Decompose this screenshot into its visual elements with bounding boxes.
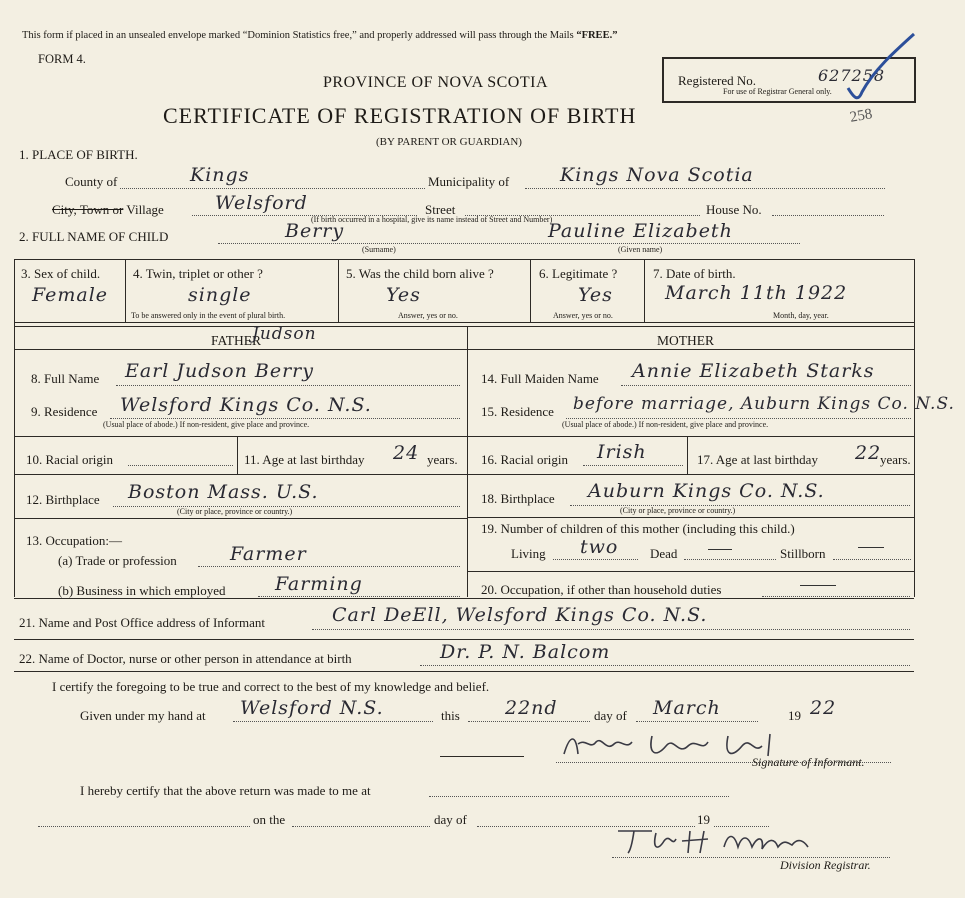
page-title: CERTIFICATE OF REGISTRATION OF BIRTH — [163, 103, 637, 128]
father-age-divider — [237, 436, 238, 474]
mother-heading: MOTHER — [657, 333, 714, 348]
mother-residence-rule — [467, 436, 914, 437]
father-residence-note: (Usual place of abode.) If non-resident, give place and province. — [103, 420, 310, 429]
father-heading-rule — [14, 349, 467, 350]
mother-occupation-line — [762, 596, 910, 597]
mother-age-label: 17. Age at last birthday — [697, 452, 818, 467]
living-value: two — [580, 536, 619, 558]
mother-racial-value: Irish — [597, 441, 647, 463]
mother-residence-line — [566, 418, 911, 419]
informant-value: Carl DeEll, Welsford Kings Co. N.S. — [332, 604, 708, 626]
given-caption: (Given name) — [618, 245, 663, 254]
month-value: March — [653, 697, 721, 719]
short-signature-rule — [440, 756, 524, 757]
parents-divider — [467, 326, 468, 597]
father-residence-value: Welsford Kings Co. N.S. — [120, 394, 372, 416]
child-name-line — [218, 243, 800, 244]
village-value: Welsford — [215, 192, 308, 214]
mother-age-divider — [687, 436, 688, 474]
twin-value: single — [188, 284, 252, 306]
mother-racial-line — [583, 465, 683, 466]
given-label: Given under my hand at — [80, 708, 206, 723]
children-count-rule — [467, 571, 914, 572]
father-age-value: 24 — [393, 442, 420, 464]
stillborn-line — [833, 559, 911, 560]
surname-caption: (Surname) — [362, 245, 396, 254]
municipality-label: Municipality of — [428, 174, 510, 189]
given-place-line — [233, 721, 433, 722]
mother-birthplace-note: (City or place, province or country.) — [620, 506, 736, 515]
registrar-check-mark — [840, 30, 920, 105]
legitimate-note: Answer, yes or no. — [553, 311, 613, 320]
municipality-line — [525, 188, 885, 189]
city-label: City, Town or — [52, 202, 124, 217]
twin-label: 4. Twin, triplet or other ? — [133, 266, 263, 281]
business-line — [258, 596, 460, 597]
registrar-place-line-2 — [38, 826, 250, 827]
twin-note: To be answered only in the event of plural birth. — [131, 311, 286, 320]
registrar-year-prefix: 19 — [697, 812, 710, 827]
street-label: Street — [425, 202, 456, 217]
registrar-day-of-label: day of — [434, 812, 467, 827]
county-line — [120, 188, 425, 189]
legitimate-value: Yes — [578, 284, 613, 306]
business-label: (b) Business in which employed — [58, 583, 226, 598]
dead-dash — [708, 549, 732, 550]
mother-birthplace-label: 18. Birthplace — [481, 491, 555, 506]
dead-label: Dead — [650, 546, 678, 561]
subtitle: (BY PARENT OR GUARDIAN) — [376, 136, 522, 148]
trade-label: (a) Trade or profession — [58, 553, 177, 568]
father-name-label: 8. Full Name — [31, 371, 100, 386]
birth-date-note: Month, day, year. — [773, 311, 829, 320]
mother-name-value: Annie Elizabeth Starks — [632, 360, 875, 382]
house-line — [772, 215, 884, 216]
right-border — [914, 259, 915, 597]
informant-line — [312, 629, 910, 630]
place-section-label: 1. PLACE OF BIRTH. — [19, 147, 138, 162]
village-label: Village — [126, 202, 164, 217]
father-heading-annotation: Judson — [252, 324, 317, 344]
informant-label: 21. Name and Post Office address of Informant — [19, 615, 265, 630]
registrar-day-line — [292, 826, 430, 827]
village-label-group — [52, 202, 164, 218]
business-value: Farming — [275, 573, 363, 595]
father-age-label: 11. Age at last birthday — [244, 452, 365, 467]
county-label: County of — [65, 174, 118, 189]
father-name-line — [116, 385, 460, 386]
mother-residence-value: before marriage, Auburn Kings Co. N.S. — [573, 394, 955, 414]
stillborn-dash — [858, 547, 884, 548]
doctor-rule — [14, 671, 914, 672]
hospital-note: (If birth occurred in a hospital, give its name instead of Street and Number) — [311, 215, 553, 224]
stillborn-label: Stillborn — [780, 546, 826, 561]
year-prefix: 19 — [788, 708, 801, 723]
father-birthplace-label: 12. Birthplace — [26, 492, 100, 507]
child-surname: Berry — [285, 220, 345, 242]
birth-date-value: March 11th 1922 — [665, 282, 848, 304]
registrar-note: For use of Registrar General only. — [723, 87, 832, 96]
father-residence-label: 9. Residence — [31, 404, 98, 419]
father-birthplace-note: (City or place, province or country.) — [177, 507, 293, 516]
mother-age-years: years. — [880, 452, 911, 467]
doctor-value: Dr. P. N. Balcom — [440, 641, 611, 663]
certification-statement: I certify the foregoing to be true and correct to the best of my knowledge and belief. — [52, 679, 490, 694]
doctor-label: 22. Name of Doctor, nurse or other person in attendance at birth — [19, 651, 352, 666]
living-label: Living — [511, 546, 546, 561]
father-occupation-label: 13. Occupation:— — [26, 533, 123, 548]
county-value: Kings — [190, 164, 250, 186]
father-birthplace-rule — [14, 518, 467, 519]
registered-label: Registered No. — [678, 73, 756, 88]
year-value: 22 — [810, 697, 837, 719]
informant-rule — [14, 639, 914, 640]
mother-birthplace-rule — [467, 517, 914, 518]
mother-name-line — [621, 385, 911, 386]
registrar-signature — [612, 823, 832, 859]
parents-top-rule — [14, 326, 914, 327]
registrar-on-the-label: on the — [253, 812, 286, 827]
birth-date-label: 7. Date of birth. — [653, 266, 736, 281]
mother-age-value: 22 — [855, 442, 882, 464]
registrar-place-line — [429, 796, 729, 797]
trade-line — [198, 566, 460, 567]
alive-value: Yes — [386, 284, 421, 306]
form-number: FORM 4. — [38, 52, 86, 66]
mother-birthplace-value: Auburn Kings Co. N.S. — [588, 480, 825, 502]
mother-occupation-dash — [800, 585, 836, 586]
row3-top-rule — [14, 259, 914, 260]
alive-label: 5. Was the child born alive ? — [346, 266, 494, 281]
father-residence-line — [110, 418, 460, 419]
municipality-value: Kings Nova Scotia — [560, 164, 754, 186]
mother-age-rule — [467, 474, 914, 475]
father-age-rule — [14, 474, 467, 475]
registrar-statement: I hereby certify that the above return was made to me at — [80, 783, 371, 798]
day-value: 22nd — [505, 697, 558, 719]
given-place-value: Welsford N.S. — [240, 697, 384, 719]
this-label: this — [441, 708, 460, 723]
province-heading: PROVINCE OF NOVA SCOTIA — [323, 74, 549, 91]
father-residence-rule — [14, 436, 467, 437]
sex-label: 3. Sex of child. — [21, 266, 101, 281]
doctor-line — [420, 665, 910, 666]
mother-name-label: 14. Full Maiden Name — [481, 371, 599, 386]
father-name-value: Earl Judson Berry — [125, 360, 314, 382]
father-racial-label: 10. Racial origin — [26, 452, 114, 467]
house-label: House No. — [706, 202, 762, 217]
day-of-label: day of — [594, 708, 627, 723]
day-line — [468, 721, 590, 722]
mother-residence-note: (Usual place of abode.) If non-resident, give place and province. — [562, 420, 769, 429]
postal-free: “FREE.” — [576, 30, 618, 41]
trade-value: Farmer — [230, 543, 307, 565]
postal-notice-text: This form if placed in an unsealed envelope marked “Dominion Statistics free,” and properly addressed will pass through the Mails — [22, 30, 574, 41]
mother-heading-rule — [467, 349, 914, 350]
legitimate-label: 6. Legitimate ? — [539, 266, 618, 281]
parents-bottom-rule — [14, 598, 914, 599]
mother-occupation-label: 20. Occupation, if other than household duties — [481, 582, 722, 597]
father-heading: FATHER — [211, 333, 262, 348]
father-racial-line — [128, 465, 233, 466]
row3-bottom-rule — [14, 322, 914, 323]
col-divider-2 — [338, 259, 339, 322]
left-border — [14, 259, 15, 597]
col-divider-1 — [125, 259, 126, 322]
dead-line — [684, 559, 776, 560]
father-birthplace-value: Boston Mass. U.S. — [128, 481, 319, 503]
registered-value: 627258 — [818, 66, 886, 85]
month-line — [636, 721, 758, 722]
registrar-signature-caption: Division Registrar. — [780, 858, 871, 872]
father-age-years: years. — [427, 452, 458, 467]
alive-note: Answer, yes or no. — [398, 311, 458, 320]
mother-racial-label: 16. Racial origin — [481, 452, 569, 467]
col-divider-4 — [644, 259, 645, 322]
mother-residence-label: 15. Residence — [481, 404, 554, 419]
postal-notice — [22, 30, 617, 41]
col-divider-3 — [530, 259, 531, 322]
sex-value: Female — [32, 284, 109, 306]
child-given-name: Pauline Elizabeth — [548, 220, 733, 242]
stamp-number: 258 — [848, 106, 874, 126]
living-line — [553, 559, 638, 560]
children-count-label: 19. Number of children of this mother (including this child.) — [481, 521, 795, 536]
child-name-label: 2. FULL NAME OF CHILD — [19, 229, 169, 244]
informant-signature-caption: Signature of Informant. — [752, 755, 865, 769]
